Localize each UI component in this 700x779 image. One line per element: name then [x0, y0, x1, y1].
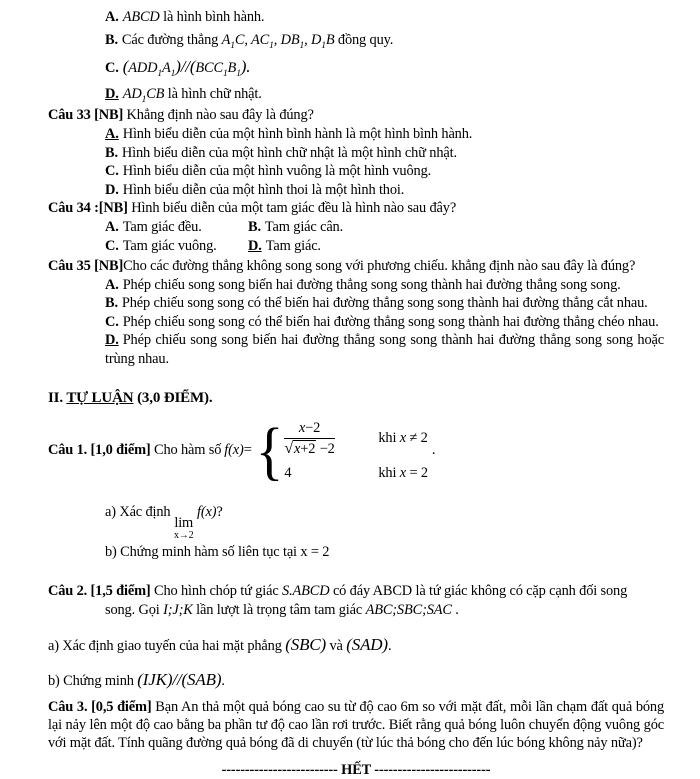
math-run: x [399, 464, 406, 481]
question-title-line2 [105, 601, 664, 621]
math-run: S.ABCD [282, 582, 330, 599]
math-run: = 2 [406, 464, 428, 481]
sentence-period: . [387, 637, 392, 654]
question-text: lần lượt là trọng tâm tam giác [192, 602, 366, 619]
math-run: C, AC [234, 32, 270, 48]
fraction [284, 420, 334, 458]
math-expression [221, 32, 335, 51]
option-text: Phép chiếu song song có thể biến hai đường thẳng song song thành hai đường thẳng chéo nhau. [122, 313, 659, 330]
option-letter: A. [105, 219, 119, 235]
math-run: I;J;K [163, 602, 193, 619]
option-letter: B. [248, 219, 261, 235]
question-1-part-a [105, 499, 664, 541]
end-of-exam-line [48, 761, 664, 779]
question-35 [48, 257, 664, 369]
question-1 [48, 409, 664, 562]
math-run: (x) [200, 503, 217, 520]
question-number: Câu 33 [NB] [48, 107, 124, 123]
question-text: Khẳng định nào sau đây là đúng? [123, 107, 314, 123]
section-2-heading [48, 388, 664, 408]
option-text: Hình biểu diễn của một hình thoi là một hình thoi. [122, 181, 405, 198]
math-run: −2 [316, 440, 335, 457]
option-letter: D. [105, 181, 119, 198]
question-mark: ? [216, 503, 223, 520]
question-text: có đáy ABCD là tứ giác không có cặp cạnh đối song [329, 582, 628, 599]
option-text: Phép chiếu song song biến hai đường thẳng song song thành hai đường thẳng song song hoặc trùng nhau. [105, 332, 664, 367]
option-row [105, 125, 664, 144]
piecewise-cases [284, 420, 428, 482]
question-title [48, 199, 664, 218]
piecewise-brace: { [255, 413, 284, 487]
subscript: 1 [269, 40, 274, 51]
sentence-period: . [221, 672, 225, 689]
option-text: Phép chiếu song song biến hai đường thẳng song song thành hai đường thẳng song song. [122, 276, 621, 293]
option-letter-answer: D. [248, 238, 262, 255]
question-number: Câu 34 :[NB] [48, 200, 128, 216]
option-text: Hình biểu diễn của một hình vuông là một hình vuông. [122, 163, 432, 179]
question-title [48, 442, 221, 459]
section-number: II. [48, 389, 67, 406]
case-condition [378, 465, 428, 482]
question-34 [48, 199, 664, 257]
option-letter-answer: A. [105, 126, 119, 142]
math-run: A [161, 60, 171, 76]
option-text: Các đường thẳng [121, 32, 222, 48]
math-run: )//( [175, 57, 196, 76]
fraction-numerator [284, 420, 334, 439]
math-run: B [227, 60, 237, 76]
option-row [105, 237, 248, 256]
option-letter-answer: D. [105, 86, 119, 102]
fraction-denominator [284, 439, 334, 458]
math-run: (SAD) [346, 634, 388, 654]
math-run: B [325, 32, 335, 48]
paren: ( [122, 57, 129, 76]
math-run: f [224, 442, 229, 459]
sqrt-icon: √ [284, 439, 293, 457]
option-text: là hình bình hành. [159, 9, 265, 25]
divider-dashes: ------------------------- [221, 762, 338, 779]
math-run: x [298, 419, 306, 436]
question-options [105, 125, 664, 199]
math-run: (IJK)//(SAB) [137, 669, 222, 689]
math-run: (x) [228, 442, 244, 459]
lim-subscript: x→2 [173, 529, 194, 541]
math-run: ). [240, 57, 251, 76]
khi-word: khi [378, 430, 400, 447]
question-2 [48, 582, 664, 694]
question-number: Câu 2. [1,5 điểm] [48, 582, 151, 599]
math-run: A [221, 32, 231, 48]
option-row [248, 218, 664, 237]
math-run: −2 [305, 419, 321, 436]
option-text: là hình chữ nhật. [164, 86, 262, 102]
option-letter: A. [105, 276, 119, 293]
prev-question-options [105, 6, 664, 106]
option-letter: B. [105, 144, 118, 161]
khi-word: khi [378, 464, 400, 481]
subscript: 1 [141, 94, 147, 105]
subscript: 1 [222, 68, 228, 79]
lim-word: lim [174, 514, 194, 531]
option-text: đồng quy. [334, 32, 394, 48]
question-2-part-b [48, 667, 664, 694]
question-formula-row [48, 409, 664, 493]
option-row [105, 294, 664, 313]
divider-dashes: ------------------------- [374, 762, 491, 779]
option-text: Tam giác đều. [122, 219, 202, 235]
question-title [48, 257, 664, 276]
section-points: (3,0 ĐIỂM). [133, 389, 213, 406]
question-3 [48, 699, 664, 752]
case-row [284, 465, 428, 482]
subscript: 1 [236, 68, 241, 79]
math-run: , DB [273, 32, 300, 48]
option-text: Phép chiếu song song có thể biến hai đường thẳng song song thành hai đường thẳng cắt nhau. [121, 295, 648, 312]
option-row [105, 6, 664, 29]
option-row [105, 52, 664, 83]
question-number: Câu 35 [NB] [48, 257, 124, 274]
case-condition [378, 430, 427, 447]
subscript: 1 [321, 40, 326, 51]
option-letter: C. [105, 163, 119, 179]
math-run: ABC;SBC;SAC [365, 602, 452, 619]
question-text: Hình biểu diễn của một tam giác đều là hình nào sau đây? [127, 200, 457, 216]
question-text: và [326, 637, 347, 654]
part-label: a) Xác định giao tuyến của hai mặt phẳng [48, 637, 286, 654]
subscript: 1 [170, 68, 176, 79]
math-expression [122, 86, 165, 105]
limit-notation [174, 516, 194, 541]
question-text: song. Gọi [105, 602, 164, 619]
option-row [105, 331, 664, 368]
option-row [105, 29, 664, 52]
part-label: a) Xác định [105, 503, 174, 520]
question-text: . [451, 602, 459, 619]
question-text: Cho hình chóp tứ giác [150, 582, 283, 599]
math-expression [122, 57, 251, 79]
option-letter: C. [105, 60, 119, 76]
option-text: Tam giác vuông. [122, 238, 217, 255]
subscript: 1 [299, 40, 305, 51]
math-run: x [294, 440, 301, 457]
section-title: TỰ LUẬN [66, 389, 134, 406]
option-text: Tam giác cân. [264, 219, 344, 235]
case-row [284, 420, 428, 458]
math-run: (SBC) [285, 634, 327, 654]
option-letter: C. [105, 313, 119, 330]
question-1-part-b: b) Chứng minh hàm số liên tục tại x = 2 [105, 543, 330, 560]
option-letter-answer: D. [105, 332, 119, 349]
option-letter: C. [105, 238, 119, 255]
option-row [105, 218, 248, 237]
option-text: Hình biểu diễn của một hình chữ nhật là một hình chữ nhật. [121, 144, 457, 161]
question-options [105, 218, 664, 257]
math-run: AD [122, 86, 142, 102]
option-letter: B. [105, 32, 118, 48]
option-row [105, 144, 664, 163]
math-run: f [196, 503, 201, 520]
math-expression: ABCD [122, 9, 160, 25]
option-row [105, 181, 664, 200]
option-text: Tam giác. [265, 238, 321, 255]
question-title [48, 106, 664, 125]
math-run: ADD [128, 60, 158, 76]
subscript: 1 [230, 40, 235, 51]
case-expression [284, 420, 368, 458]
option-row [105, 313, 664, 332]
end-label: HẾT [341, 762, 371, 779]
option-row [248, 237, 664, 256]
option-row [105, 162, 664, 181]
math-run: , D [304, 32, 322, 48]
math-run: x [399, 430, 406, 447]
math-run: CB [146, 86, 165, 102]
question-text: Bạn An thả một quả bóng cao su từ độ cao 6m so với mặt đất, mỗi lần chạm đất quả bóng lại nảy lên một độ cao bằng ba phần tư độ cao lần rơi trước. Biết rằng quả bóng luôn chuyển động vuông góc với mặt đất. Tính quãng đường quả bóng đã di chuyển (từ lúc thả bóng cho đến lúc bóng không nảy nữa)? [48, 698, 664, 751]
question-text: Cho hàm số [150, 442, 222, 459]
option-letter: A. [105, 9, 119, 25]
function-notation [224, 442, 251, 459]
radicand [293, 440, 316, 457]
question-text: Cho các đường thẳng không song song với phương chiếu. khẳng định nào sau đây là đúng? [123, 257, 636, 274]
question-title [48, 582, 664, 602]
question-2-part-a [48, 632, 664, 659]
question-number: Câu 3. [0,5 điểm] [48, 698, 152, 715]
case-expression: 4 [284, 464, 292, 481]
math-run: +2 [300, 440, 316, 457]
option-row [105, 276, 664, 295]
option-row [105, 83, 664, 106]
math-run: ≠ 2 [406, 430, 428, 447]
sentence-period: . [431, 442, 436, 459]
math-run: BCC [195, 60, 223, 76]
equals-sign: = [243, 442, 252, 459]
question-33 [48, 106, 664, 199]
part-label: b) Chứng minh [48, 672, 138, 689]
question-number: Câu 1. [1,0 điểm] [48, 442, 151, 459]
subscript: 1 [157, 68, 162, 79]
option-letter: B. [105, 295, 118, 312]
option-text: Hình biểu diễn của một hình bình hành là một hình bình hành. [122, 126, 473, 142]
